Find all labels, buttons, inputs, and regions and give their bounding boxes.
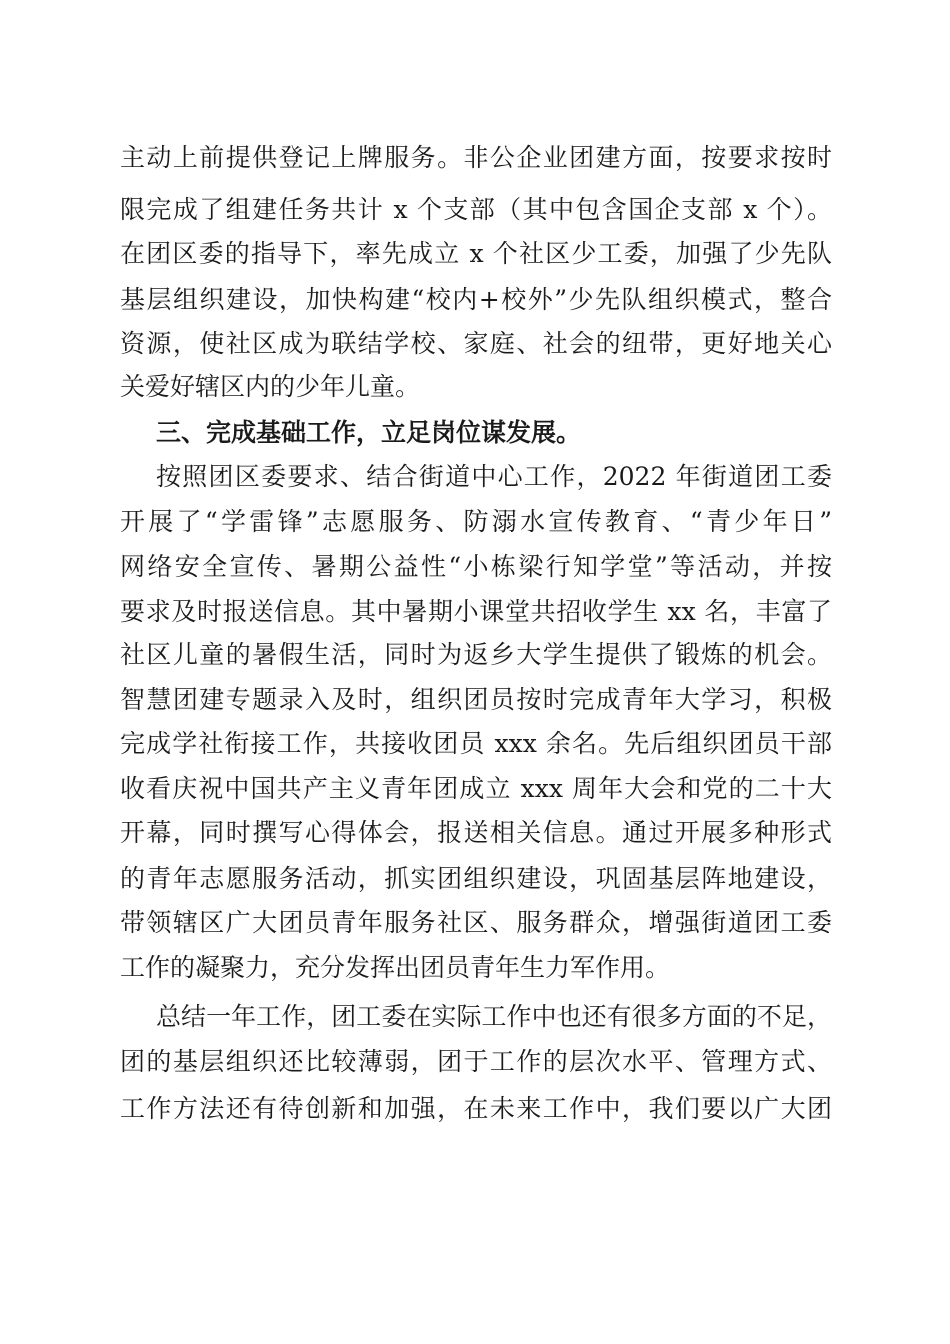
paragraph-line: 团的基层组织还比较薄弱，团于工作的层次水平、管理方式、 — [120, 1047, 832, 1076]
paragraph-line: 限完成了组建任务共计 x 个支部（其中包含国企支部 x 个）。 — [120, 195, 832, 224]
paragraph-line: 按照团区委要求、结合街道中心工作，2022 年街道团工委 — [156, 462, 832, 491]
paragraph-line: 社区儿童的暑假生活，同时为返乡大学生提供了锻炼的机会。 — [120, 640, 832, 669]
paragraph-line: 智慧团建专题录入及时，组织团员按时完成青年大学习，积极 — [120, 685, 832, 714]
paragraph-line: 开展了“学雷锋”志愿服务、防溺水宣传教育、“青少年日” — [120, 507, 832, 536]
paragraph-line: 工作的凝聚力，充分发挥出团员青年生力军作用。 — [120, 953, 671, 982]
paragraph-line: 开幕，同时撰写心得体会，报送相关信息。通过开展多种形式 — [120, 818, 832, 847]
paragraph-line: 在团区委的指导下，率先成立 x 个社区少工委，加强了少先队 — [120, 239, 832, 268]
paragraph-line: 要求及时报送信息。其中暑期小课堂共招收学生 xx 名，丰富了 — [120, 597, 832, 626]
paragraph-line: 关爱好辖区内的少年儿童。 — [120, 372, 421, 401]
paragraph-line: 带领辖区广大团员青年服务社区、服务群众，增强街道团工委 — [120, 908, 832, 937]
paragraph-line: 网络安全宣传、暑期公益性“小栋梁行知学堂”等活动，并按 — [120, 552, 832, 581]
paragraph-line: 的青年志愿服务活动，抓实团组织建设，巩固基层阵地建设， — [120, 864, 832, 893]
paragraph-line: 基层组织建设，加快构建“校内+校外”少先队组织模式，整合 — [120, 285, 832, 314]
paragraph-line: 主动上前提供登记上牌服务。非公企业团建方面，按要求按时 — [120, 143, 832, 172]
paragraph-line: 工作方法还有待创新和加强，在未来工作中，我们要以广大团 — [120, 1094, 832, 1123]
paragraph-line: 资源，使社区成为联结学校、家庭、社会的纽带，更好地关心 — [120, 329, 832, 358]
paragraph-line: 完成学社衔接工作，共接收团员 xxx 余名。先后组织团员干部 — [120, 729, 832, 758]
section-heading: 三、完成基础工作，立足岗位谋发展。 — [156, 418, 582, 447]
paragraph-line: 收看庆祝中国共产主义青年团成立 xxx 周年大会和党的二十大 — [120, 774, 832, 803]
paragraph-line: 总结一年工作，团工委在实际工作中也还有很多方面的不足， — [156, 1002, 832, 1031]
